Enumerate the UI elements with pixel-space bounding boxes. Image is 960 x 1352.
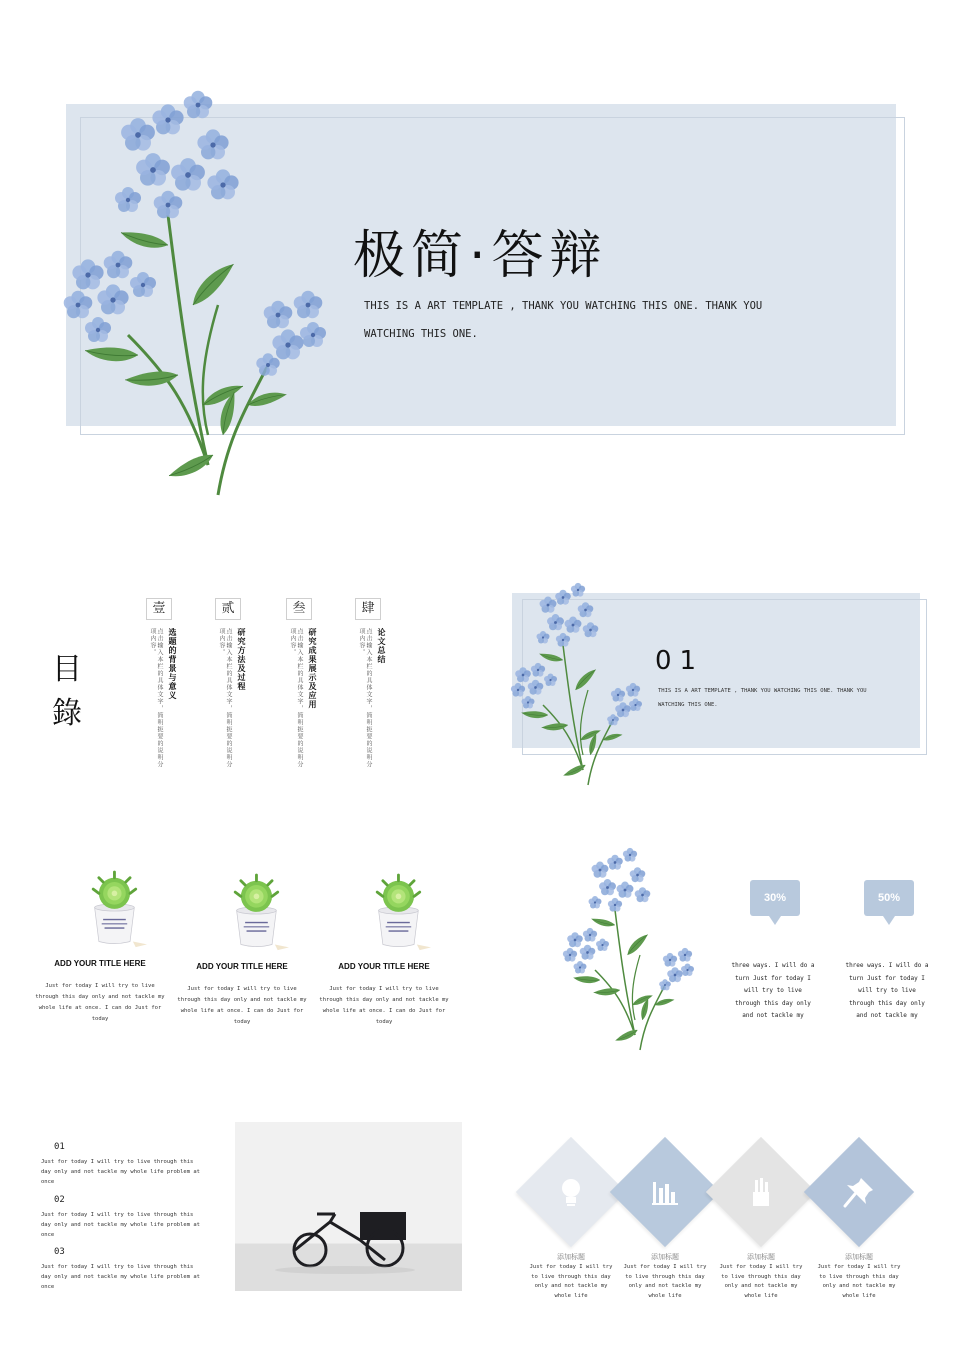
toc-item-heading: 研究成果展示及应用 bbox=[308, 628, 318, 709]
feature-title: ADD YOUR TITLE HERE bbox=[338, 962, 430, 971]
section-subtitle: THIS IS A ART TEMPLATE , THANK YOU WATCHING THIS ONE. THANK YOU WATCHING THIS ONE. bbox=[658, 688, 867, 708]
feature-text: Just for today I will try to live through this day only and not tackle my whole life at once. I can do Just for today bbox=[177, 986, 307, 1025]
toc-title: 目錄 bbox=[52, 652, 82, 731]
toc-item-number: 贰 bbox=[215, 598, 241, 620]
bar-chart-icon bbox=[645, 1172, 685, 1212]
diamond-text: Just for today I will try to live through this day only and not tackle my whole life bbox=[719, 1264, 803, 1299]
toc-item-number: 壹 bbox=[146, 598, 172, 620]
percent-text: three ways. I will do a turn Just for today I will try to live through this day only and not tackle my bbox=[845, 962, 929, 1019]
pushpin-icon bbox=[839, 1172, 879, 1212]
percent-bubble: 30% bbox=[750, 880, 800, 916]
feature-title: ADD YOUR TITLE HERE bbox=[54, 959, 146, 968]
feature-text: Just for today I will try to live through this day only and not tackle my whole life at once. I can do Just for today bbox=[319, 986, 449, 1025]
list-text: Just for today I will try to live through this day only and not tackle my whole life problem at once bbox=[41, 1212, 200, 1238]
list-number: 03 bbox=[54, 1247, 65, 1257]
percent-flower-illustration bbox=[540, 840, 700, 1060]
toc-item[interactable] bbox=[355, 598, 409, 778]
toc-item-number: 叁 bbox=[286, 598, 312, 620]
diamond-title: 添加标题 bbox=[845, 1253, 873, 1261]
cover-title: 极简·答辩 bbox=[353, 226, 608, 286]
pencil-cup-icon bbox=[741, 1172, 781, 1212]
diamond-card[interactable] bbox=[716, 1142, 806, 1302]
percent-text: three ways. I will do a turn Just for today I will try to live through this day only and not tackle my bbox=[731, 962, 815, 1019]
section-number: 01 bbox=[655, 646, 705, 676]
lightbulb-icon bbox=[551, 1172, 591, 1212]
toc-item-heading: 论文总结 bbox=[377, 628, 387, 664]
succulent-pot-icon bbox=[357, 868, 447, 953]
percent-card[interactable] bbox=[845, 880, 929, 1040]
diamond-title: 添加标题 bbox=[747, 1253, 775, 1261]
succulent-pot-icon bbox=[215, 868, 305, 953]
diamond-card[interactable] bbox=[814, 1142, 904, 1302]
toc-item-number: 肆 bbox=[355, 598, 381, 620]
diamond-card[interactable] bbox=[526, 1142, 616, 1302]
list-number: 02 bbox=[54, 1195, 65, 1205]
list-number: 01 bbox=[54, 1142, 65, 1152]
section-flower-illustration bbox=[488, 575, 648, 795]
cover-subtitle: THIS IS A ART TEMPLATE , THANK YOU WATCHING THIS ONE. THANK YOU WATCHING THIS ONE. bbox=[364, 300, 763, 340]
diamond-text: Just for today I will try to live through this day only and not tackle my whole life bbox=[623, 1264, 707, 1299]
feature-title: ADD YOUR TITLE HERE bbox=[196, 962, 288, 971]
percent-bubble: 50% bbox=[864, 880, 914, 916]
percent-bubble-tail bbox=[769, 916, 781, 925]
toc-item[interactable] bbox=[215, 598, 269, 778]
toc-item-description: 点击输入本栏的具体文字，简明扼要的说明分项内容。 bbox=[358, 628, 372, 768]
diamond-title: 添加标题 bbox=[557, 1253, 585, 1261]
diamond-card[interactable] bbox=[620, 1142, 710, 1302]
diamond-title: 添加标题 bbox=[651, 1253, 679, 1261]
list-text: Just for today I will try to live through this day only and not tackle my whole life problem at once bbox=[41, 1159, 200, 1185]
feature-text: Just for today I will try to live through this day only and not tackle my whole life at once. I can do Just for today bbox=[35, 983, 165, 1022]
percent-card[interactable] bbox=[731, 880, 815, 1040]
list-text: Just for today I will try to live through this day only and not tackle my whole life problem at once bbox=[41, 1264, 200, 1290]
toc-item-description: 点击输入本栏的具体文字，简明扼要的说明分项内容。 bbox=[149, 628, 163, 768]
cover-flower-illustration bbox=[18, 75, 338, 515]
toc-item-heading: 选题的背景与意义 bbox=[168, 628, 178, 700]
cargo-bike-icon bbox=[235, 1122, 462, 1291]
succulent-pot-icon bbox=[73, 865, 163, 950]
toc-item-heading: 研究方法及过程 bbox=[237, 628, 247, 691]
toc-item[interactable] bbox=[146, 598, 200, 778]
diamond-text: Just for today I will try to live through this day only and not tackle my whole life bbox=[529, 1264, 613, 1299]
percent-bubble-tail bbox=[883, 916, 895, 925]
toc-item-description: 点击输入本栏的具体文字，简明扼要的说明分项内容。 bbox=[289, 628, 303, 768]
diamond-text: Just for today I will try to live through this day only and not tackle my whole life bbox=[817, 1264, 901, 1299]
toc-item-description: 点击输入本栏的具体文字，简明扼要的说明分项内容。 bbox=[218, 628, 232, 768]
toc-item[interactable] bbox=[286, 598, 340, 778]
cargo-bike-photo bbox=[235, 1122, 462, 1291]
